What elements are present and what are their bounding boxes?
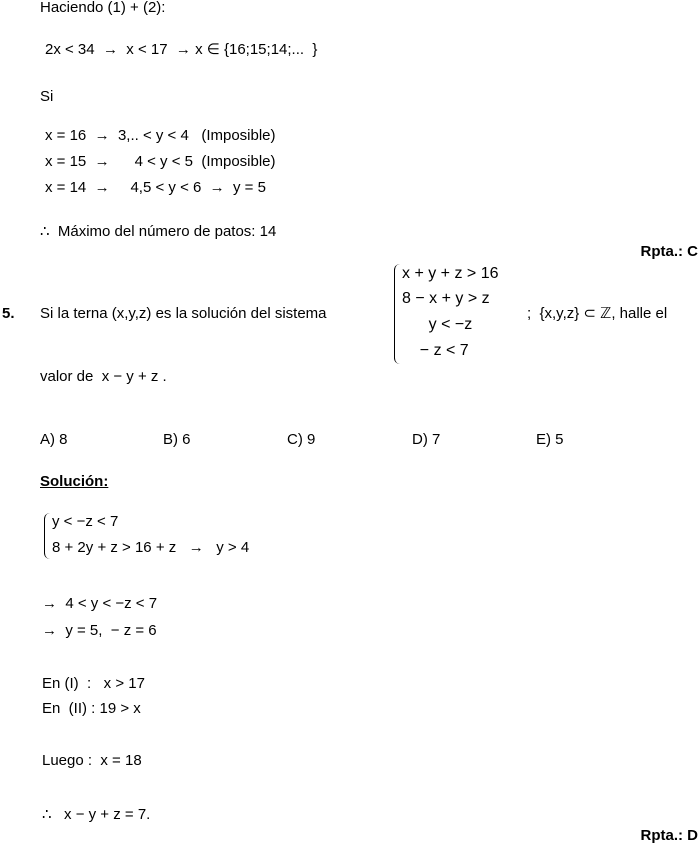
problem-suffix: ; {x,y,z} ⊂ ℤ, halle el — [527, 305, 668, 322]
answer-label: Rpta.: D — [640, 827, 698, 844]
case-line: x = 14 → 4,5 < y < 6 → y = 5 — [45, 179, 266, 196]
solution-step: En (II) : 19 > x — [42, 700, 141, 717]
system-equation: 8 − x + y > z — [402, 290, 490, 307]
inequality-line: 2x < 34 → x < 17 → x ∈ {16;15;14;... } — [45, 41, 318, 58]
case-line: x = 16 → 3,.. < y < 4 (Imposible) — [45, 127, 276, 144]
system-equation: y < −z — [402, 316, 473, 333]
solution-step: → y = 5, − z = 6 — [42, 622, 157, 639]
problem-number: 5. — [2, 305, 15, 322]
intro-text: Haciendo (1) + (2): — [40, 0, 166, 16]
problem-text-2: valor de x − y + z . — [40, 368, 167, 385]
answer-label: Rpta.: C — [640, 243, 698, 260]
solution-step: → 4 < y < −z < 7 — [42, 595, 158, 612]
option-c: C) 9 — [287, 431, 316, 448]
solution-equation: 8 + 2y + z > 16 + z → y > 4 — [52, 539, 250, 556]
solution-equation: y < −z < 7 — [52, 513, 119, 530]
option-b: B) 6 — [163, 431, 191, 448]
si-label: Si — [40, 88, 54, 105]
option-a: A) 8 — [40, 431, 68, 448]
solution-heading: Solución: — [40, 473, 109, 490]
system-equation: x + y + z > 16 — [402, 265, 499, 282]
solution-step: Luego : x = 18 — [42, 752, 142, 769]
solution-step: ∴ x − y + z = 7. — [42, 806, 151, 823]
solution-brace — [44, 513, 50, 559]
system-equation: − z < 7 — [402, 342, 469, 359]
solution-step: En (I) : x > 17 — [42, 675, 145, 692]
option-d: D) 7 — [412, 431, 441, 448]
option-e: E) 5 — [536, 431, 564, 448]
case-line: x = 15 → 4 < y < 5 (Imposible) — [45, 153, 276, 170]
system-brace — [394, 264, 400, 364]
problem-text: Si la terna (x,y,z) es la solución del sistema — [40, 305, 327, 322]
conclusion: ∴ Máximo del número de patos: 14 — [40, 223, 277, 240]
